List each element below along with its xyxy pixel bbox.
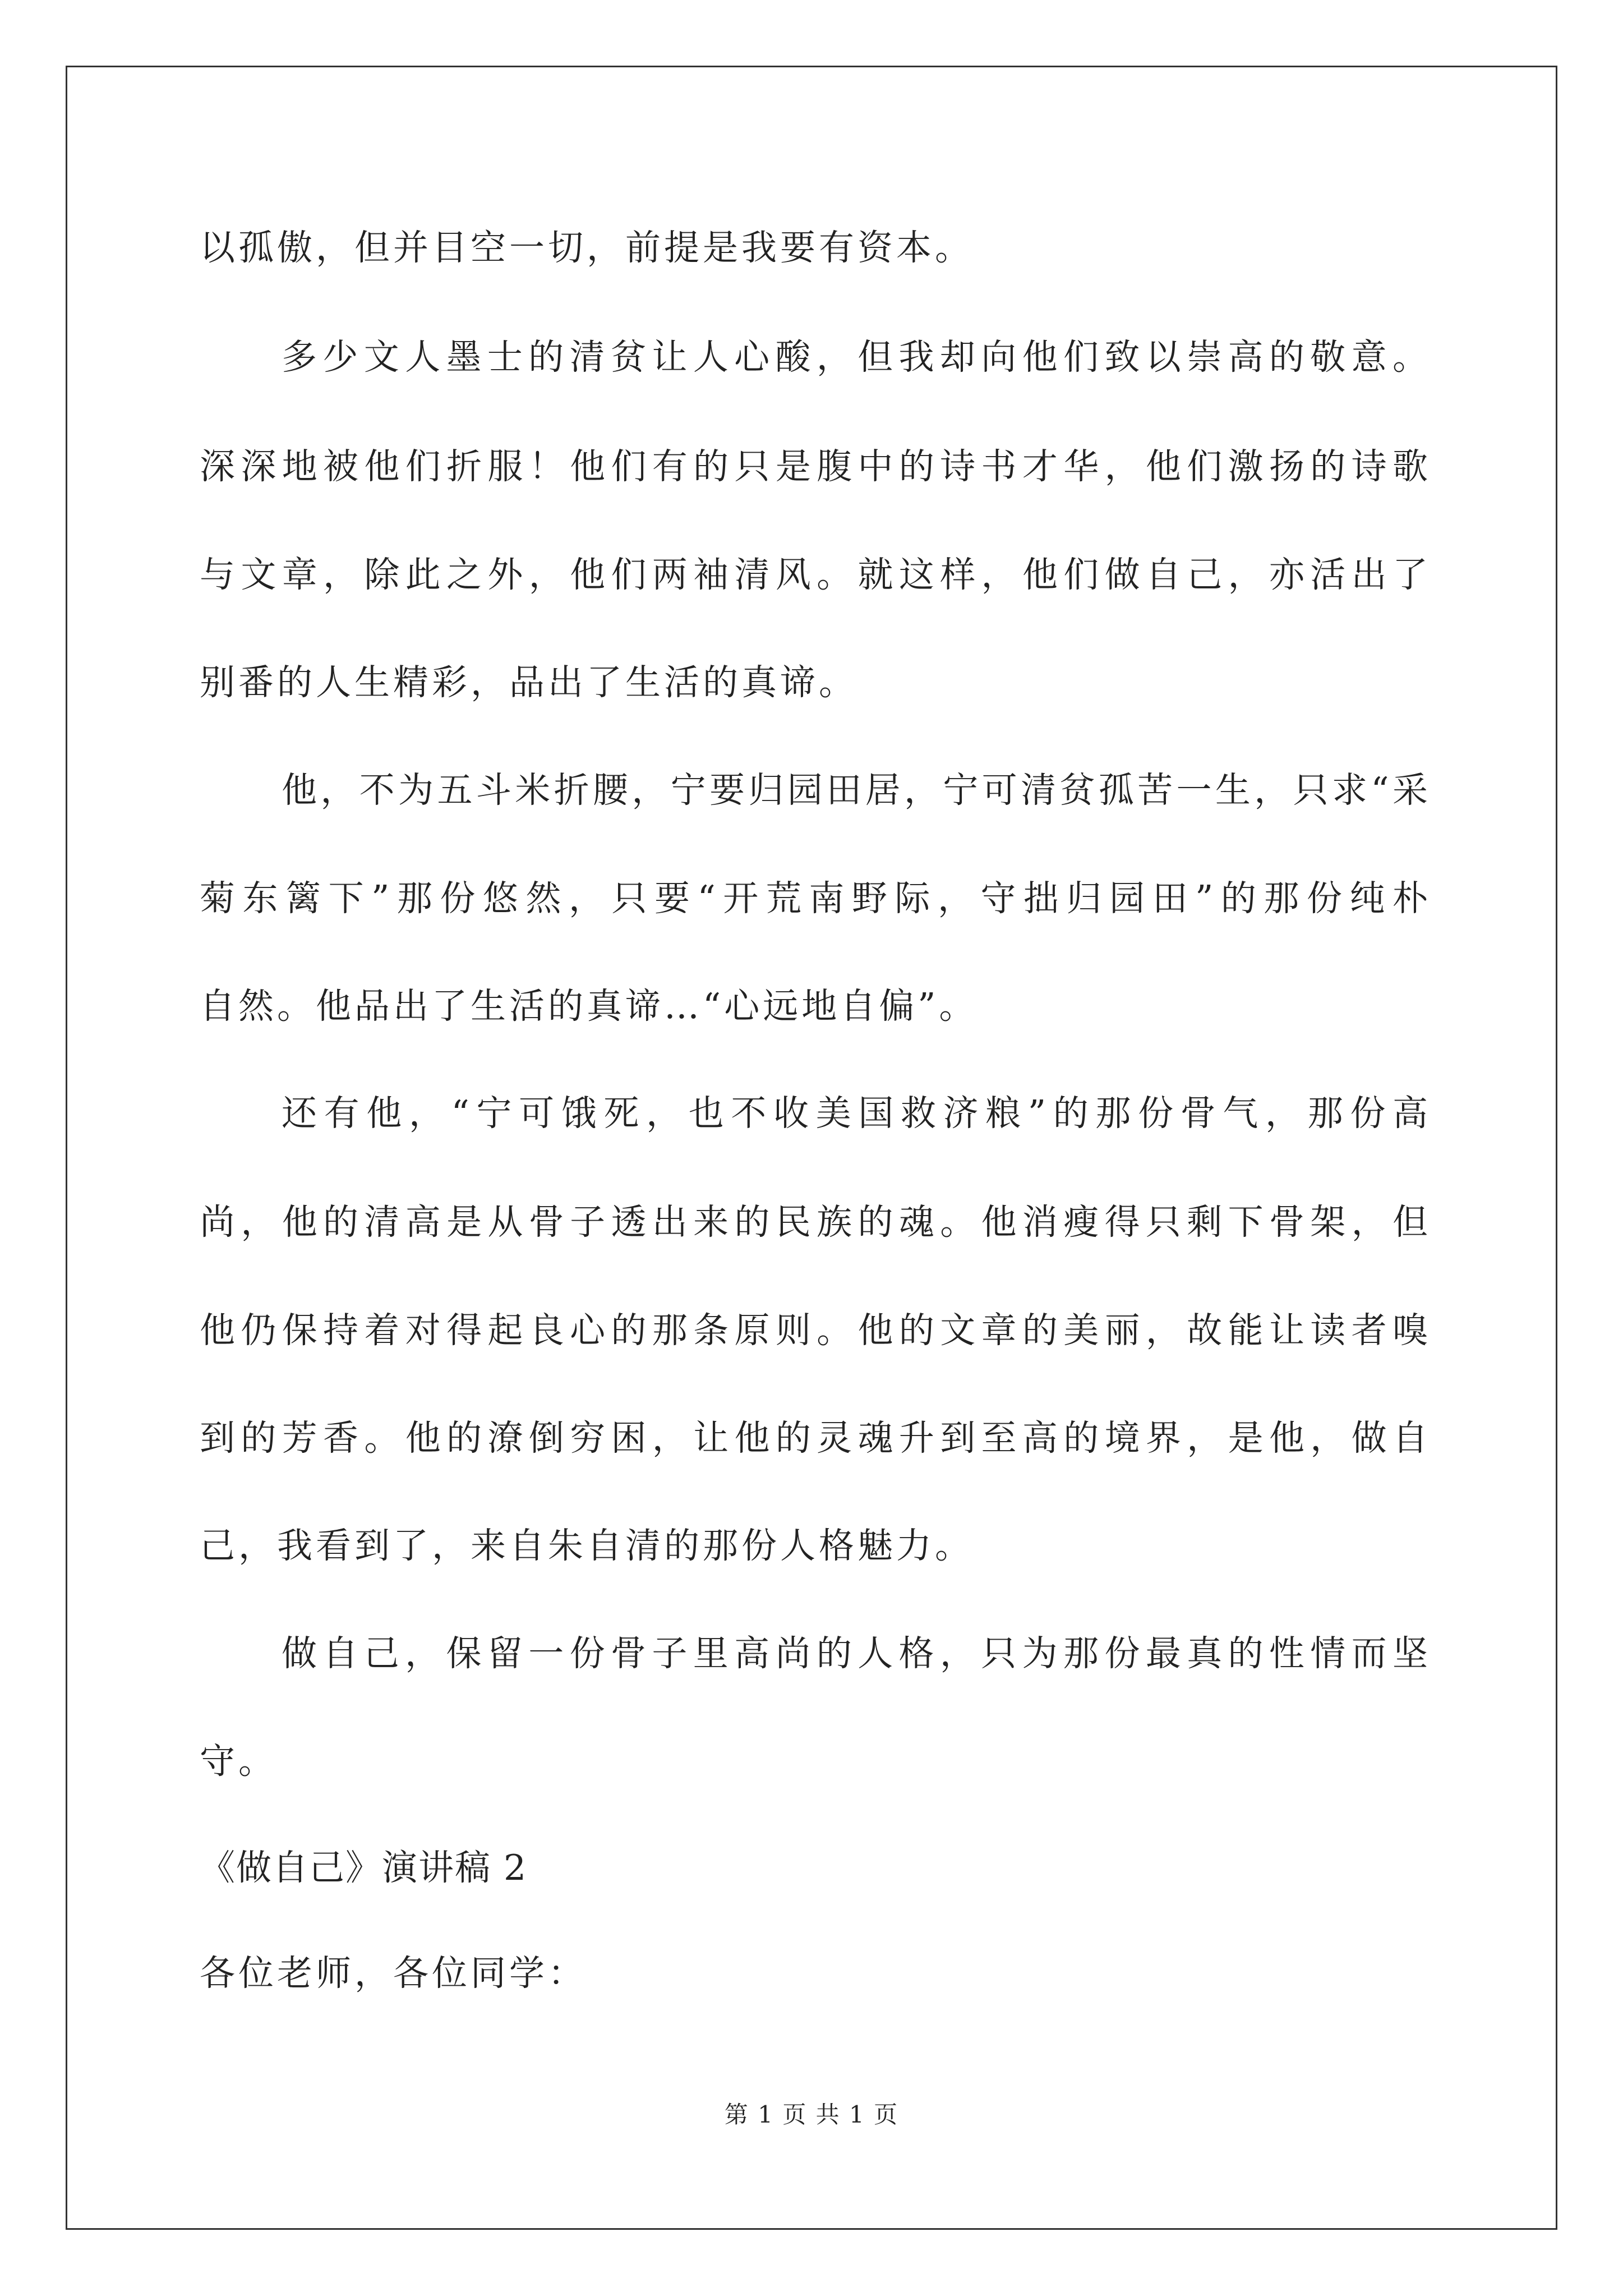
text-line: 自然。他品出了生活的真谛…“心远地自偏”。 (200, 986, 978, 1027)
page-frame (66, 66, 1557, 2230)
text-line: 与文章，除此之外，他们两袖清风。就这样，他们做自己，亦活出了 (200, 554, 1428, 595)
text-line: 以孤傲，但并目空一切，前提是我要有资本。 (200, 227, 974, 268)
section-title: 《做自己》演讲稿 2 (200, 1847, 528, 1888)
paragraph-line: 做自己，保留一份骨子里高尚的人格，只为那份最真的性情而坚 (282, 1633, 1428, 1674)
text-line: 别番的人生精彩，品出了生活的真谛。 (200, 662, 857, 703)
page-footer: 第 1 页 共 1 页 (724, 2101, 899, 2128)
paragraph-line: 他，不为五斗米折腰，宁要归园田居，宁可清贫孤苦一生，只求“采 (282, 770, 1428, 811)
text-line: 他仍保持着对得起良心的那条原则。他的文章的美丽，故能让读者嗅 (200, 1310, 1428, 1351)
text-line: 守。 (200, 1741, 277, 1782)
text-line: 菊东篱下”那份悠然，只要“开荒南野际，守拙归园田”的那份纯朴 (200, 878, 1428, 919)
text-line: 尚，他的清高是从骨子透出来的民族的魂。他消瘦得只剩下骨架，但 (200, 1202, 1428, 1243)
paragraph-line: 多少文人墨士的清贫让人心酸，但我却向他们致以崇高的敬意。 (282, 337, 1428, 378)
text-line: 到的芳香。他的潦倒穷困，让他的灵魂升到至高的境界，是他，做自 (200, 1418, 1428, 1458)
text-line: 深深地被他们折服！他们有的只是腹中的诗书才华，他们激扬的诗歌 (200, 446, 1428, 487)
text-line: 己，我看到了，来自朱自清的那份人格魅力。 (200, 1525, 974, 1566)
paragraph-line: 还有他，“宁可饿死，也不收美国救济粮”的那份骨气，那份高 (282, 1093, 1428, 1134)
salutation: 各位老师，各位同学： (200, 1953, 587, 1994)
